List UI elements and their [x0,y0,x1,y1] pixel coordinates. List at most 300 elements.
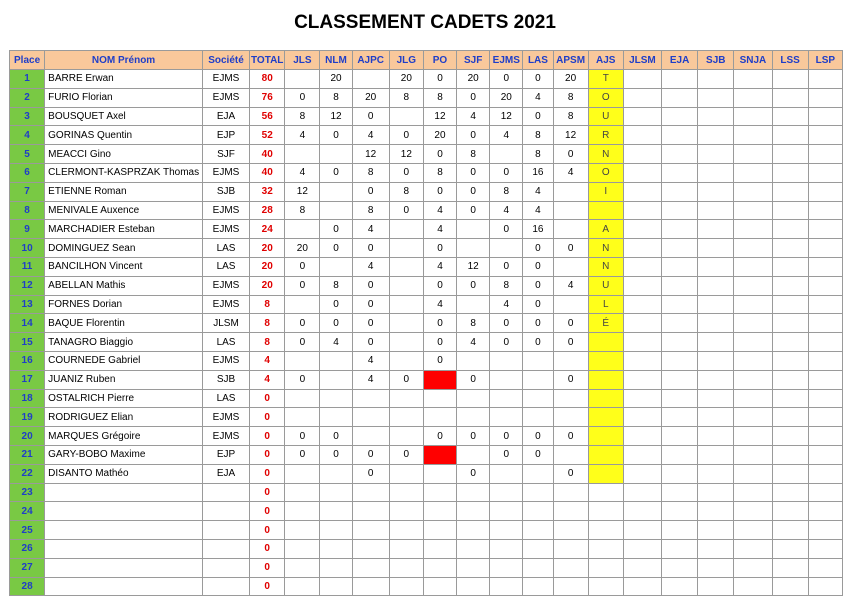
score-cell-jlg [389,295,423,314]
score-cell-lss [772,577,808,596]
score-cell-lss [772,558,808,577]
score-cell-ejms [490,145,523,164]
score-cell-ajpc: 0 [352,445,389,464]
score-cell-eja [662,295,698,314]
score-cell-sjf: 8 [457,145,490,164]
score-cell-jlg [389,502,423,521]
score-cell-eja [662,408,698,427]
score-cell-po: 0 [423,182,456,201]
score-cell-nlm: 0 [320,239,352,258]
score-cell-po: 0 [423,427,456,446]
score-cell-sjf [457,558,490,577]
column-header-po: PO [423,51,456,70]
column-header-place: Place [10,51,45,70]
score-cell-jlg [389,577,423,596]
score-cell-lsp [808,445,842,464]
score-cell-lss [772,182,808,201]
score-cell-jlg: 20 [389,70,423,89]
name-cell: COURNEDE Gabriel [45,351,203,370]
score-cell-ajs [588,351,623,370]
score-cell-sjb [698,70,734,89]
score-cell-sjf [457,577,490,596]
score-cell-eja [662,539,698,558]
score-cell-lsp [808,408,842,427]
place-cell: 20 [10,427,45,446]
score-cell-lss [772,276,808,295]
score-cell-ajpc: 20 [352,88,389,107]
table-row [10,126,843,145]
table-row [10,88,843,107]
score-cell-sjf: 0 [457,464,490,483]
club-cell: LAS [202,389,249,408]
table-row [10,182,843,201]
table-row [10,239,843,258]
score-cell-snja [734,408,772,427]
score-cell-jlsm [623,239,661,258]
score-cell-lss [772,445,808,464]
score-cell-ajpc [352,577,389,596]
score-cell-sjb [698,163,734,182]
score-cell-nlm: 0 [320,295,352,314]
score-cell-lss [772,201,808,220]
score-cell-ajs [588,427,623,446]
score-cell-nlm [320,408,352,427]
score-cell-jlg: 0 [389,370,423,389]
total-cell: 40 [250,145,285,164]
score-cell-jls: 8 [285,107,320,126]
score-cell-ajs: A [588,220,623,239]
score-cell-lsp [808,314,842,333]
score-cell-nlm: 0 [320,314,352,333]
score-cell-ajs [588,502,623,521]
score-cell-jls: 8 [285,201,320,220]
score-cell-sjb [698,577,734,596]
score-cell-ajpc: 0 [352,107,389,126]
score-cell-apsm [553,257,588,276]
score-cell-ajs [588,370,623,389]
score-cell-eja [662,333,698,352]
score-cell-jls [285,539,320,558]
score-cell-po [423,445,456,464]
place-cell: 21 [10,445,45,464]
score-cell-sjf [457,408,490,427]
score-cell-jlg: 0 [389,163,423,182]
score-cell-ajs: É [588,314,623,333]
score-cell-eja [662,145,698,164]
score-cell-po: 4 [423,295,456,314]
score-cell-jls: 0 [285,276,320,295]
score-cell-jlg [389,539,423,558]
name-cell [45,539,203,558]
score-cell-jls [285,70,320,89]
score-cell-ejms [490,239,523,258]
score-cell-apsm: 0 [553,464,588,483]
score-cell-jls [285,295,320,314]
score-cell-po [423,483,456,502]
score-cell-jlsm [623,314,661,333]
total-cell: 4 [250,370,285,389]
score-cell-apsm: 0 [553,333,588,352]
name-cell: RODRIGUEZ Elian [45,408,203,427]
score-cell-jls [285,483,320,502]
table-row [10,408,843,427]
score-cell-sjf: 0 [457,126,490,145]
score-cell-las: 0 [523,70,553,89]
score-cell-apsm [553,220,588,239]
score-cell-snja [734,107,772,126]
column-header-nlm: NLM [320,51,352,70]
score-cell-lss [772,427,808,446]
score-cell-sjf [457,539,490,558]
score-cell-jlsm [623,351,661,370]
score-cell-apsm: 8 [553,107,588,126]
score-cell-las [523,502,553,521]
score-cell-sjb [698,182,734,201]
score-cell-eja [662,182,698,201]
score-cell-sjf: 4 [457,107,490,126]
score-cell-lsp [808,220,842,239]
score-cell-eja [662,239,698,258]
table-row [10,558,843,577]
score-cell-snja [734,88,772,107]
club-cell: LAS [202,333,249,352]
score-cell-sjf [457,483,490,502]
score-cell-lsp [808,182,842,201]
score-cell-apsm [553,558,588,577]
score-cell-apsm: 12 [553,126,588,145]
score-cell-sjf: 8 [457,314,490,333]
score-cell-jlsm [623,145,661,164]
score-cell-snja [734,539,772,558]
score-cell-ajs: U [588,276,623,295]
score-cell-jls: 4 [285,163,320,182]
score-cell-ejms [490,521,523,540]
place-cell: 26 [10,539,45,558]
score-cell-jls [285,408,320,427]
score-cell-po [423,464,456,483]
score-cell-jlg: 8 [389,88,423,107]
score-cell-snja [734,220,772,239]
score-cell-jls: 0 [285,445,320,464]
score-cell-po: 8 [423,88,456,107]
score-cell-jlsm [623,483,661,502]
score-cell-jls: 4 [285,126,320,145]
club-cell: EJMS [202,351,249,370]
score-cell-jlsm [623,333,661,352]
column-header-sjf: SJF [457,51,490,70]
score-cell-lsp [808,276,842,295]
name-cell [45,558,203,577]
score-cell-eja [662,351,698,370]
score-cell-ajpc [352,427,389,446]
club-cell: EJA [202,464,249,483]
club-cell: EJMS [202,220,249,239]
score-cell-ejms: 20 [490,88,523,107]
score-cell-sjf: 12 [457,257,490,276]
score-cell-lsp [808,427,842,446]
place-cell: 23 [10,483,45,502]
club-cell: JLSM [202,314,249,333]
table-row [10,577,843,596]
score-cell-lsp [808,539,842,558]
score-cell-las: 8 [523,126,553,145]
score-cell-ajs [588,521,623,540]
score-cell-las [523,483,553,502]
name-cell: BOUSQUET Axel [45,107,203,126]
club-cell: EJMS [202,276,249,295]
score-cell-jlg [389,314,423,333]
score-cell-jls: 20 [285,239,320,258]
score-cell-sjb [698,483,734,502]
score-cell-ajs: O [588,163,623,182]
club-cell [202,483,249,502]
total-cell: 52 [250,126,285,145]
score-cell-ajpc [352,389,389,408]
score-cell-snja [734,521,772,540]
score-cell-sjf [457,351,490,370]
score-cell-jls: 0 [285,370,320,389]
score-cell-eja [662,257,698,276]
club-cell: SJF [202,145,249,164]
score-cell-po: 20 [423,126,456,145]
total-cell: 0 [250,539,285,558]
score-cell-po [423,558,456,577]
club-cell: EJP [202,126,249,145]
score-cell-las: 16 [523,163,553,182]
score-cell-nlm [320,257,352,276]
score-cell-eja [662,427,698,446]
score-cell-po [423,389,456,408]
score-cell-sjb [698,389,734,408]
name-cell: FURIO Florian [45,88,203,107]
club-cell: EJA [202,107,249,126]
score-cell-apsm [553,295,588,314]
score-cell-sjf: 20 [457,70,490,89]
score-cell-eja [662,577,698,596]
score-cell-nlm [320,389,352,408]
score-cell-po: 4 [423,257,456,276]
score-cell-sjf: 0 [457,163,490,182]
score-cell-sjf [457,220,490,239]
score-cell-lsp [808,351,842,370]
score-cell-ejms: 0 [490,427,523,446]
score-cell-ajs: R [588,126,623,145]
score-cell-ejms: 4 [490,201,523,220]
score-cell-jlg [389,464,423,483]
total-cell: 80 [250,70,285,89]
score-cell-jlg [389,427,423,446]
table-row [10,145,843,164]
place-cell: 22 [10,464,45,483]
total-cell: 0 [250,464,285,483]
score-cell-las: 0 [523,314,553,333]
table-row [10,314,843,333]
place-cell: 13 [10,295,45,314]
column-header-lss: LSS [772,51,808,70]
score-cell-ejms: 12 [490,107,523,126]
score-cell-snja [734,502,772,521]
score-cell-ejms [490,558,523,577]
score-cell-nlm: 0 [320,220,352,239]
score-cell-po: 0 [423,314,456,333]
score-cell-las: 0 [523,295,553,314]
name-cell: MENIVALE Auxence [45,201,203,220]
score-cell-lss [772,163,808,182]
score-cell-snja [734,239,772,258]
score-cell-lss [772,389,808,408]
name-cell: MARQUES Grégoire [45,427,203,446]
score-cell-jlsm [623,182,661,201]
total-cell: 0 [250,389,285,408]
score-cell-ajs: N [588,145,623,164]
score-cell-eja [662,370,698,389]
score-cell-sjb [698,427,734,446]
score-cell-sjb [698,88,734,107]
table-row [10,427,843,446]
name-cell: ABELLAN Mathis [45,276,203,295]
score-cell-las [523,370,553,389]
score-cell-ajs: N [588,239,623,258]
score-cell-jlg [389,239,423,258]
club-cell: LAS [202,257,249,276]
ranking-table [9,50,843,596]
column-header-nom-pr-nom: NOM Prénom [45,51,203,70]
club-cell: SJB [202,182,249,201]
table-body [10,70,843,596]
club-cell [202,558,249,577]
score-cell-jlg: 12 [389,145,423,164]
score-cell-jls [285,558,320,577]
score-cell-sjb [698,502,734,521]
name-cell: BARRE Erwan [45,70,203,89]
score-cell-po [423,502,456,521]
score-cell-po: 0 [423,351,456,370]
score-cell-las: 4 [523,182,553,201]
table-row [10,257,843,276]
score-cell-snja [734,389,772,408]
score-cell-nlm [320,521,352,540]
score-cell-lss [772,257,808,276]
score-cell-las: 0 [523,107,553,126]
score-cell-apsm [553,577,588,596]
score-cell-snja [734,333,772,352]
score-cell-ejms [490,351,523,370]
score-cell-sjb [698,521,734,540]
score-cell-jlg [389,276,423,295]
score-cell-jls: 0 [285,333,320,352]
total-cell: 0 [250,427,285,446]
score-cell-sjb [698,333,734,352]
score-cell-jlsm [623,201,661,220]
total-cell: 20 [250,257,285,276]
score-cell-sjb [698,370,734,389]
score-cell-las [523,539,553,558]
score-cell-eja [662,502,698,521]
score-cell-sjf: 4 [457,333,490,352]
total-cell: 0 [250,577,285,596]
score-cell-lss [772,239,808,258]
score-cell-po: 4 [423,201,456,220]
score-cell-nlm: 12 [320,107,352,126]
score-cell-apsm [553,408,588,427]
score-cell-ajpc: 0 [352,239,389,258]
score-cell-las [523,577,553,596]
score-cell-nlm [320,502,352,521]
score-cell-ejms: 0 [490,70,523,89]
club-cell [202,577,249,596]
score-cell-nlm [320,539,352,558]
score-cell-nlm: 8 [320,88,352,107]
score-cell-nlm [320,351,352,370]
score-cell-jls [285,220,320,239]
score-cell-ajs [588,558,623,577]
score-cell-snja [734,126,772,145]
name-cell: BAQUE Florentin [45,314,203,333]
place-cell: 11 [10,257,45,276]
score-cell-apsm: 4 [553,163,588,182]
score-cell-ajpc: 4 [352,126,389,145]
score-cell-jls: 12 [285,182,320,201]
score-cell-lss [772,70,808,89]
score-cell-las [523,464,553,483]
table-row [10,389,843,408]
score-cell-eja [662,276,698,295]
score-cell-eja [662,201,698,220]
score-cell-sjb [698,539,734,558]
score-cell-lss [772,88,808,107]
score-cell-ajpc: 8 [352,201,389,220]
score-cell-nlm: 4 [320,333,352,352]
name-cell: CLERMONT-KASPRZAK Thomas [45,163,203,182]
score-cell-sjb [698,257,734,276]
score-cell-nlm [320,577,352,596]
score-cell-jlg [389,333,423,352]
score-cell-po [423,521,456,540]
score-cell-eja [662,107,698,126]
club-cell: EJMS [202,163,249,182]
score-cell-ajs [588,408,623,427]
place-cell: 10 [10,239,45,258]
total-cell: 0 [250,558,285,577]
score-cell-jlsm [623,370,661,389]
place-cell: 18 [10,389,45,408]
place-cell: 27 [10,558,45,577]
score-cell-las: 0 [523,445,553,464]
header-row [10,51,843,70]
score-cell-po: 0 [423,276,456,295]
score-cell-jlg [389,558,423,577]
score-cell-ajs [588,577,623,596]
total-cell: 4 [250,351,285,370]
name-cell: DISANTO Mathéo [45,464,203,483]
name-cell: FORNES Dorian [45,295,203,314]
score-cell-eja [662,88,698,107]
score-cell-ejms [490,389,523,408]
score-cell-eja [662,521,698,540]
score-cell-sjb [698,464,734,483]
score-cell-eja [662,558,698,577]
club-cell [202,539,249,558]
column-header-ajs: AJS [588,51,623,70]
column-header-sjb: SJB [698,51,734,70]
name-cell: JUANIZ Ruben [45,370,203,389]
score-cell-jlg [389,408,423,427]
score-cell-lss [772,351,808,370]
column-header-total: TOTAL [250,51,285,70]
score-cell-ajs [588,539,623,558]
score-cell-lsp [808,145,842,164]
score-cell-ajs: L [588,295,623,314]
